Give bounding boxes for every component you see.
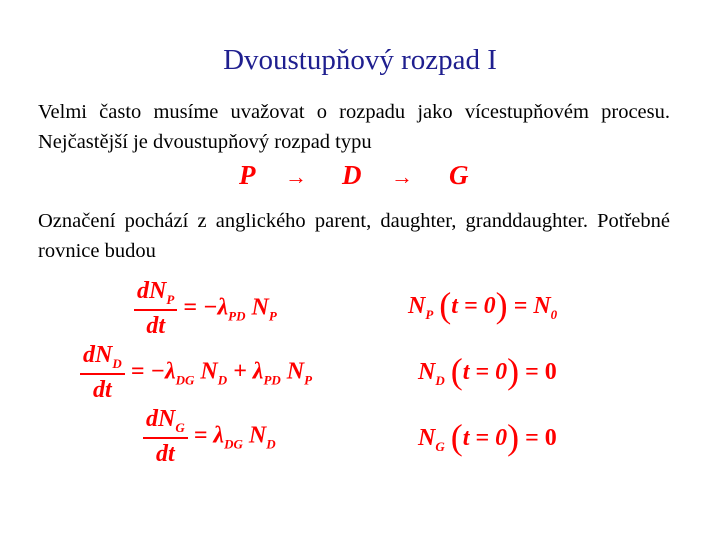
equation-parent: $\frac{dN_P}{dt}$ = $-\lambda_{PD}$ $N_P$ [134,278,277,340]
notation-paragraph: Označení pochází z anglického parent, daughter, granddaughter. Potřebné rovnice budou [38,210,670,262]
slide-title: Dvoustupňový rozpad I [223,44,497,76]
initial-condition-granddaughter: $N_G$ (t = 0) = 0 [418,417,557,457]
fraction-dNG-dt: $\frac{dN_G}{dt}$ [143,406,188,468]
scheme-parent: P [239,160,256,190]
scheme-arrow-2: → [391,164,413,189]
scheme-daughter: D [342,160,362,190]
equation-granddaughter: $\frac{dN_G}{dt}$ = $\lambda_{DG}$ $N_D$ [143,406,276,468]
initial-condition-daughter: $N_D$ (t = 0) = 0 [418,351,557,391]
fraction-dND-dt: $\frac{dN_D}{dt}$ [80,342,125,404]
scheme-arrow-1: → [285,164,307,189]
initial-condition-parent: $N_P$ $(t = 0) = N_0$ [408,285,558,325]
fraction-dNP-dt: $\frac{dN_P}{dt}$ [134,278,177,340]
intro-paragraph: Velmi často musíme uvažovat o rozpadu jako vícestupňovém procesu. Nejčastější je dvoustupňový rozpad typu [38,101,670,153]
equation-daughter: $\frac{dN_D}{dt}$ = $-\lambda_{DG}$ $N_D + \lambda_{PD}$ $N_P$ [80,342,312,404]
scheme-granddaughter: G [449,160,469,190]
